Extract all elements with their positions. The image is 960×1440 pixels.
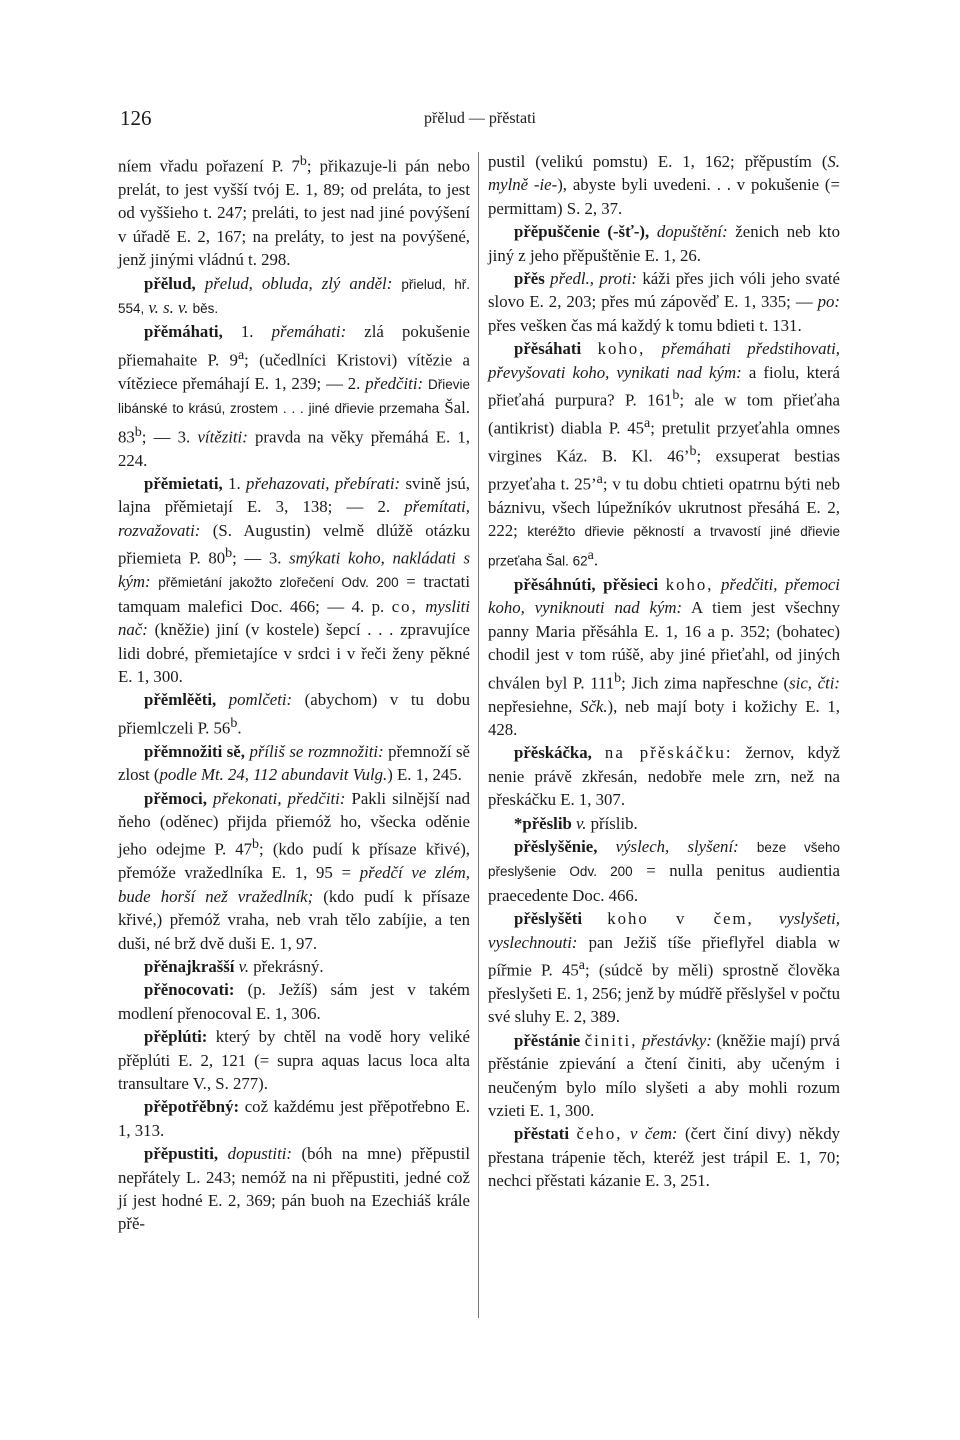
gloss: příliš se rozmnožiti: [249, 741, 384, 761]
gloss: předčiti, přemoci koho, vyniknouti nad kým: [488, 574, 840, 618]
headword: přěsáhnúti, přěsieci [514, 574, 659, 594]
dictionary-entry-premnoziti: přěmnožiti sě, příliš se rozmnožiti: přemnoží sě zlost (podle Mt. 24, 112 abundavit Vulg.) E. 1, 245. [118, 741, 470, 785]
headword: *přěslib [514, 813, 572, 833]
superscript: b [225, 546, 233, 562]
headword: přěmlěěti, [144, 690, 217, 710]
superscript: a [578, 957, 585, 973]
headword: přěmietati, [144, 474, 223, 494]
headword: přěnajkrašší [144, 956, 235, 976]
gloss: smýkati koho, nakládati s kým: [118, 548, 471, 592]
gloss: předl., proti: [550, 269, 637, 289]
right-column [488, 150, 840, 1193]
dictionary-entry-pres: přěs předl., proti: káži přes jich vóli jeho svaté slovo E. 2, 203; přes mú zápověď E. 1, 335; — po: přes vešken čas má každý k tomu bdieti t. 131. [488, 269, 840, 335]
quotation-small: přielud, hř. 554, [118, 276, 470, 317]
superscript: a [644, 416, 651, 432]
superscript: b [134, 424, 142, 440]
left-column [118, 150, 470, 1236]
gloss: vyslyšeti, vyslechnouti: [488, 909, 840, 952]
headword: přěmáhati, [144, 322, 223, 342]
superscript: b [299, 154, 307, 169]
dictionary-entry-cont2: pustil (velikú pomstu) E. 1, 162; přěpustím (S. mylně -ie-), abyste byli uvedeni. . . v pokušenie (= permittam) S. 2, 37. [488, 152, 840, 218]
headword: přěnocovati: [144, 980, 235, 1000]
gloss: přemáhati: [271, 322, 347, 342]
headword: přěstati [514, 1124, 569, 1144]
quotation-small: Dřievie libánské to krású, zrostem . . . jiné dřievie przemaha [118, 376, 470, 417]
dictionary-entry-prestanie: přěstánie činiti, přestávky: (kněžie mají) prvá přěstánie zpievání a čtení činiti, aby učeným i neučeným bylo mílo slyšeti a aby mohli rozum vzieti E. 1, 300. [488, 1030, 840, 1120]
headword: přěmoci, [144, 788, 207, 808]
gloss: po: [817, 292, 840, 312]
gloss: sic, čti: [789, 673, 840, 693]
gloss: Sčk. [580, 696, 608, 716]
dictionary-entry-premleti: přěmlěěti, pomlčeti: (abychom) v tu dobu přiemlczeli P. 56$^b$. [118, 690, 470, 738]
headword: přěmnožiti sě, [144, 741, 245, 761]
superscript: a [237, 347, 245, 363]
headword: přěskáčka, [514, 743, 592, 763]
dictionary-entry-cont: níem vřadu pořazení P. 7$^b$; přikazuje-li pán nebo prelát, to jest vyšší tvój E. 1, 89; od preláta, to jest od vyššieho t. 247; preláti, to jest nad jiné povýšení v úřadě E. 2, 167; na preláty, to jest na povýšené, jenž jinými vládnú t. 298. [118, 154, 470, 270]
superscript: b [252, 837, 260, 853]
spaced-text: koho v čem, [607, 909, 754, 929]
gloss: dopuštění: [656, 222, 728, 242]
gloss: výslech, slyšení: [615, 836, 739, 856]
gloss: předčí ve zlém, bude horší než vražedlník; [118, 863, 470, 906]
gloss: dopustiti: [227, 1144, 293, 1164]
gloss: překonati, předčiti: [213, 788, 346, 808]
dictionary-entry-prestati: přěstati čeho, v čem: (čert činí divy) někdy přestana trápenie těch, kteréž jest trápil E. 1, 70; nechci přěstati kázanie E. 3, 251. [488, 1124, 840, 1191]
column-divider [478, 152, 479, 1318]
superscript: a [596, 472, 603, 488]
dictionary-entry-prelud [118, 272, 470, 321]
dictionary-entry-presahati: přěsáhati koho, přemáhati předstihovati, převyšovati koho, vynikati nad kým: a fiolu, která přieťahá purpura? P. 161$^b$; ale w tom přieťaha (antikrist) diabla P. 45$^a$; pretulit przyeťahla omnes virgines Káz. B. Kl. 46’$^b$; exsuperat bestias przyeťaha t. 25’$^a$; v tu dobu chtieti opatrnu býti neb báznivu, všech lúpežníkóv ukrutnost přesáhá E. 2, 222; kteréžto dřievie pěkností a trvavostí jiné dřievie przeťaha Šal. 62$^a$. [488, 339, 841, 570]
dictionary-entry-preslib: *přěslib v. příslib. [514, 813, 638, 833]
spaced-text: co, [391, 596, 418, 616]
page-header [0, 106, 960, 146]
spaced-text: koho, [665, 574, 714, 594]
dictionary-entry-prenocovati: přěnocovati: (p. Ježíš) sám jest v takém modlení přenocoval E. 1, 306. [118, 980, 470, 1023]
quotation-small: běs. [192, 301, 219, 317]
dictionary-entry-prepusceni: přěpuščenie (-šť-), dopuštění: ženich neb kto jiný z jeho přěpuštěnie E. 1, 26. [488, 222, 840, 265]
gloss: předčiti: [365, 373, 424, 393]
gloss: přemáhati předstihovati, převyšovati koho, vynikati nad kým: [488, 339, 840, 382]
superscript: b [614, 670, 622, 686]
dictionary-entry-premietati: přěmietati, 1. přehazovati, přebírati: svině jsú, lajna přěmietají E. 3, 138; — 2. přemítati, rozvažovati: (S. Augustin) velmě dlúžě otázku přiemieta P. 80$^b$; — 3. smýkati koho, nakládati s kým: přěmietání jakožto zlořečení Odv. 200 = tractati tamquam malefici Doc. 466; — 4. p. co, mysliti nač: (kněžie) jiní (v kostele) šepcí . . . zpravujíce lidi dobré, přemietajíce v srdci i v řeči ženy pěkné E. 1, 300. [118, 474, 471, 686]
gloss: přestávky: [641, 1030, 712, 1050]
quotation-small: beze všeho přeslyšenie Odv. 200 [488, 839, 840, 880]
headword: přěpustiti, [144, 1144, 219, 1164]
headword: přěpotřěbný: [144, 1097, 240, 1117]
dictionary-entry-preplutí: přěplúti: který by chtěl na vodě hory veliké přěplúti E. 2, 121 (= supra aquas lacus loca alta transultare V., S. 277). [118, 1027, 470, 1093]
superscript: b [230, 715, 238, 731]
gloss: v čem: [629, 1124, 678, 1144]
gloss: v. s. v. [148, 298, 189, 318]
dictionary-entry-prenajkrassi: přěnajkrašší v. překrásný. [144, 956, 324, 976]
spaced-text: koho, [597, 339, 646, 359]
dictionary-entry-prepustiti: přěpustiti, dopustiti: (bóh na mne) přěpustil nepřátely L. 243; nemóž na ni přěpustiti, jedné což jí jest hodné E. 2, 369; pán buoh na Ezechiáš krále přě- [118, 1144, 470, 1234]
quotation-small: přěmietání jakožto zlořečení Odv. 200 [158, 575, 399, 591]
dictionary-entry-premoci: přěmoci, překonati, předčiti: Pakli silnější nad ňeho (oděnec) přijda přiemóž ho, všecka oděnie jeho odejme P. 47$^b$; (kdo pudí k přísaze křivé), přemóže vražedlníka E. 1, 95 = předčí ve zlém, bude horší než vražedlník; (kdo pudí k přísaze křivé,) přemóž vraha, neb vrah tělo zabíjie, a ten duši, né brž dvě duši E. 1, 97. [118, 788, 470, 953]
headword: přěpuščenie (-šť-), [514, 222, 650, 242]
headword: přěsáhati [514, 339, 582, 359]
gloss: mysliti nač: [118, 596, 470, 640]
headword: přěplúti: [144, 1027, 208, 1047]
dictionary-entry-presahnuti: přěsáhnúti, přěsieci koho, předčiti, přemoci koho, vyniknouti nad kým: A tiem jest všechny panny Maria přěsáhla E. 1, 16 a p. 352; (bohatec) chodil jest v tom rúšě, aby jiné přieťahl, od jiných chválen byl P. 111$^b$; Jich zima napřeschne (sic, čti: nepřesiehne, Sčk.), neb mají boty i kožichy E. 1, 428. [488, 574, 840, 739]
gloss: pomlčeti: [228, 690, 293, 710]
running-head: přělud — přěstati [424, 110, 536, 127]
quotation-small: kteréžto dřievie pěkností a trvavostí jiné dřievie przeťaha Šal. 62 [488, 524, 841, 569]
headword: přěs [514, 269, 545, 289]
gloss: podle Mt. 24, 112 abundavit Vulg. [159, 765, 388, 785]
headword: přělud, [144, 273, 196, 293]
spaced-text: činiti, [584, 1030, 638, 1050]
dictionary-entry-premahati: přěmáhati, 1. přemáhati: zlá pokušenie přiemahaite P. 9$^a$; (učedlníci Kristovi) vítězie a vítěziece přemáhají E. 1, 239; — 2. předčiti: Dřievie libánské to krású, zrostem . . . jiné dřievie przemaha Šal. 83$^b$; — 3. vítěziti: pravda na věky přemáhá E. 1, 224. [118, 322, 470, 470]
page-number: 126 [120, 106, 152, 130]
gloss: v. [576, 813, 587, 833]
headword: přěslyšěnie, [514, 836, 598, 856]
gloss: přehazovati, přebírati: [246, 474, 401, 494]
dictionary-entry-preslyseti: přěslyšěti koho v čem, vyslyšeti, vyslechnouti: pan Ježiš tíše přieflyřel diabla w pířmie P. 45$^a$; (súdcě by měli) sprostně člověka přeslyšeti E. 1, 256; jenž by múdřě přěslyšel v počtu své sluhy E. 2, 389. [488, 909, 840, 1027]
dictionary-entry-preslyseni: přěslyšěnie, výslech, slyšení: beze všeho přeslyšenie Odv. 200 = nulla penitus audientia praecedente Doc. 466. [488, 836, 840, 905]
dictionary-entry-preskacka: přěskáčka, na přěskáčku: žernov, když nenie právě zkřesán, nedobře mele zrn, než na přeskáčku E. 1, 307. [488, 743, 840, 810]
superscript: b [672, 388, 680, 404]
superscript: a [587, 547, 594, 563]
superscript: b [689, 444, 697, 460]
spaced-text: na přěskáčku: [604, 743, 733, 763]
headword: přěslyšěti [514, 909, 583, 929]
headword: přěstánie [514, 1030, 581, 1050]
gloss: přemítati, rozvažovati: [118, 497, 470, 540]
gloss: přelud, obluda, zlý anděl: [204, 273, 393, 293]
gloss: vítěziti: [197, 427, 248, 447]
dictionary-entry-prepotrebny: přěpotřěbný: což každému jest přěpotřebno E. 1, 313. [118, 1097, 470, 1140]
gloss: S. mylně -ie- [488, 152, 840, 195]
spaced-text: čeho, [576, 1124, 623, 1144]
gloss: v. [238, 956, 250, 976]
